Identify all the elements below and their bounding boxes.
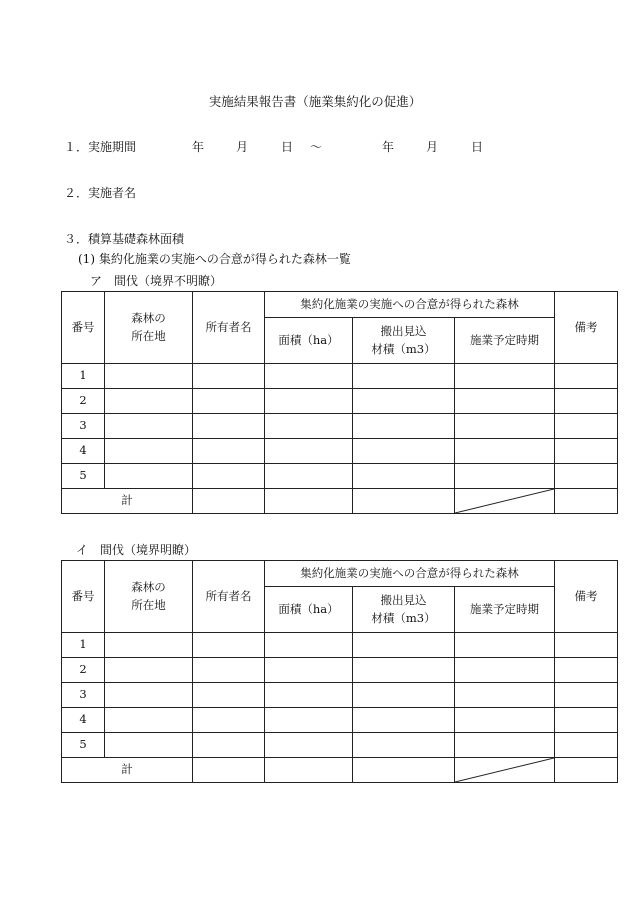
page-title: 実施結果報告書（施業集約化の促進）	[208, 94, 422, 109]
end-day-label: 日	[471, 140, 484, 154]
cell-schedule[interactable]	[455, 389, 555, 414]
row-number: 2	[62, 389, 105, 414]
cell-location[interactable]	[105, 683, 193, 708]
start-month-label: 月	[236, 140, 249, 154]
forest-table-a	[61, 291, 618, 514]
cell-remarks[interactable]	[555, 658, 618, 683]
cell-schedule[interactable]	[455, 364, 555, 389]
total-remarks[interactable]	[555, 758, 618, 783]
header-remarks: 備考	[555, 292, 618, 364]
cell-area[interactable]	[265, 658, 353, 683]
header-location-line2: 所在地	[131, 328, 166, 343]
cell-remarks[interactable]	[555, 439, 618, 464]
total-row	[62, 758, 618, 783]
cell-location[interactable]	[105, 708, 193, 733]
header-schedule: 施業予定時期	[455, 318, 555, 364]
header-volume-line2: 材積（m3）	[371, 610, 436, 625]
cell-location[interactable]	[105, 633, 193, 658]
cell-owner[interactable]	[193, 708, 265, 733]
cell-schedule[interactable]	[455, 708, 555, 733]
cell-owner[interactable]	[193, 414, 265, 439]
row-number: 5	[62, 733, 105, 758]
cell-schedule[interactable]	[455, 633, 555, 658]
total-schedule-na	[455, 758, 555, 783]
row-number: 3	[62, 414, 105, 439]
cell-volume[interactable]	[353, 414, 455, 439]
cell-area[interactable]	[265, 633, 353, 658]
cell-remarks[interactable]	[555, 683, 618, 708]
cell-schedule[interactable]	[455, 464, 555, 489]
table-row	[62, 464, 618, 489]
header-location	[105, 561, 193, 633]
total-area[interactable]	[265, 489, 353, 514]
cell-remarks[interactable]	[555, 733, 618, 758]
header-volume	[353, 587, 455, 633]
cell-area[interactable]	[265, 683, 353, 708]
table-row	[62, 683, 618, 708]
row-number: 4	[62, 439, 105, 464]
header-group: 集約化施業の実施への合意が得られた森林	[265, 561, 555, 587]
table-row	[62, 364, 618, 389]
section3-sub1-label: (1) 集約化施業の実施への合意が得られた森林一覧	[78, 252, 351, 266]
cell-area[interactable]	[265, 733, 353, 758]
total-label: 計	[62, 489, 193, 514]
header-volume-line1: 搬出見込	[380, 593, 427, 608]
cell-location[interactable]	[105, 439, 193, 464]
section1-label: １．実施期間	[64, 140, 137, 154]
end-month-label: 月	[426, 140, 439, 154]
diagonal-slash	[455, 489, 554, 513]
table-b-caption: イ 間伐（境界明瞭）	[76, 543, 197, 557]
cell-area[interactable]	[265, 464, 353, 489]
table-row	[62, 733, 618, 758]
header-area: 面積（ha）	[265, 318, 353, 364]
total-owner[interactable]	[193, 489, 265, 514]
end-year-label: 年	[382, 140, 395, 154]
header-group: 集約化施業の実施への合意が得られた森林	[265, 292, 555, 318]
diagonal-slash	[455, 758, 554, 782]
total-schedule-na	[455, 489, 555, 514]
header-schedule: 施業予定時期	[455, 587, 555, 633]
cell-area[interactable]	[265, 414, 353, 439]
header-owner: 所有者名	[193, 561, 265, 633]
header-volume-line1: 搬出見込	[380, 324, 427, 339]
cell-location[interactable]	[105, 733, 193, 758]
total-owner[interactable]	[193, 758, 265, 783]
row-number: 1	[62, 633, 105, 658]
cell-volume[interactable]	[353, 364, 455, 389]
table-row	[62, 414, 618, 439]
cell-owner[interactable]	[193, 364, 265, 389]
cell-schedule[interactable]	[455, 658, 555, 683]
row-number: 4	[62, 708, 105, 733]
total-remarks[interactable]	[555, 489, 618, 514]
cell-volume[interactable]	[353, 633, 455, 658]
header-location	[105, 292, 193, 364]
row-number: 5	[62, 464, 105, 489]
cell-location[interactable]	[105, 658, 193, 683]
cell-schedule[interactable]	[455, 414, 555, 439]
cell-remarks[interactable]	[555, 364, 618, 389]
table-a-caption: ア 間伐（境界不明瞭）	[90, 274, 223, 288]
section2-label: ２．実施者名	[64, 186, 137, 200]
cell-schedule[interactable]	[455, 683, 555, 708]
header-number: 番号	[62, 561, 105, 633]
cell-location[interactable]	[105, 389, 193, 414]
total-area[interactable]	[265, 758, 353, 783]
cell-remarks[interactable]	[555, 464, 618, 489]
cell-owner[interactable]	[193, 464, 265, 489]
cell-volume[interactable]	[353, 733, 455, 758]
header-number: 番号	[62, 292, 105, 364]
cell-location[interactable]	[105, 464, 193, 489]
table-row	[62, 658, 618, 683]
cell-location[interactable]	[105, 364, 193, 389]
period-tilde: ～	[310, 140, 323, 154]
row-number: 3	[62, 683, 105, 708]
cell-owner[interactable]	[193, 439, 265, 464]
header-area: 面積（ha）	[265, 587, 353, 633]
cell-remarks[interactable]	[555, 414, 618, 439]
row-number: 1	[62, 364, 105, 389]
cell-owner[interactable]	[193, 683, 265, 708]
header-remarks: 備考	[555, 561, 618, 633]
header-owner: 所有者名	[193, 292, 265, 364]
cell-schedule[interactable]	[455, 733, 555, 758]
cell-volume[interactable]	[353, 439, 455, 464]
table-row	[62, 439, 618, 464]
cell-remarks[interactable]	[555, 633, 618, 658]
cell-location[interactable]	[105, 414, 193, 439]
cell-volume[interactable]	[353, 389, 455, 414]
total-label: 計	[62, 758, 193, 783]
total-row	[62, 489, 618, 514]
total-volume[interactable]	[353, 758, 455, 783]
row-number: 2	[62, 658, 105, 683]
cell-owner[interactable]	[193, 733, 265, 758]
cell-area[interactable]	[265, 364, 353, 389]
cell-volume[interactable]	[353, 683, 455, 708]
cell-area[interactable]	[265, 389, 353, 414]
table-row	[62, 633, 618, 658]
table-row	[62, 389, 618, 414]
start-year-label: 年	[192, 140, 205, 154]
section3-label: ３．積算基礎森林面積	[64, 232, 185, 246]
cell-remarks[interactable]	[555, 389, 618, 414]
cell-volume[interactable]	[353, 708, 455, 733]
cell-owner[interactable]	[193, 633, 265, 658]
cell-volume[interactable]	[353, 658, 455, 683]
cell-owner[interactable]	[193, 389, 265, 414]
total-volume[interactable]	[353, 489, 455, 514]
header-location-line1: 森林の	[131, 580, 166, 595]
header-location-line2: 所在地	[131, 597, 166, 612]
header-volume	[353, 318, 455, 364]
cell-volume[interactable]	[353, 464, 455, 489]
header-volume-line2: 材積（m3）	[371, 341, 436, 356]
cell-owner[interactable]	[193, 658, 265, 683]
cell-schedule[interactable]	[455, 439, 555, 464]
forest-table-b	[61, 560, 618, 783]
cell-area[interactable]	[265, 439, 353, 464]
cell-area[interactable]	[265, 708, 353, 733]
cell-remarks[interactable]	[555, 708, 618, 733]
header-location-line1: 森林の	[131, 311, 166, 326]
start-day-label: 日	[281, 140, 294, 154]
table-row	[62, 708, 618, 733]
